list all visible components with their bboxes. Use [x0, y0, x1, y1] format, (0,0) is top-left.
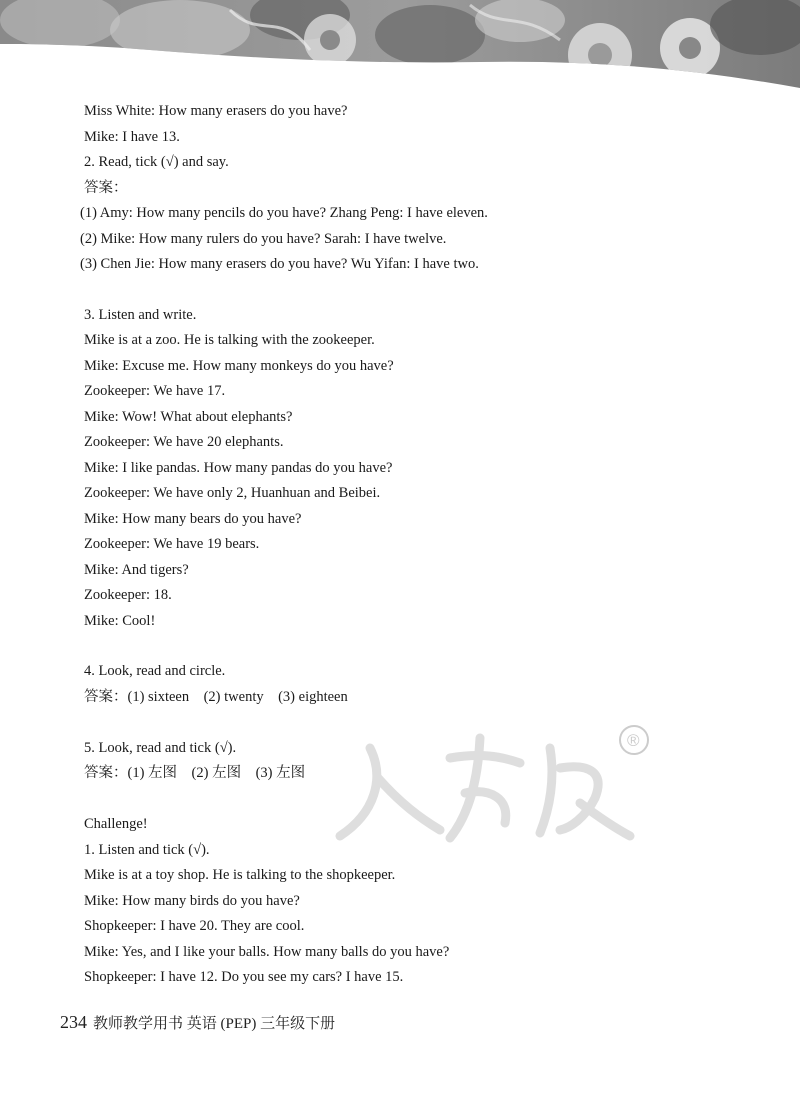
dialogue-line: Miss White: How many erasers do you have? — [84, 103, 348, 119]
answer-item: 答案：(1) 左图 (2) 左图 (3) 左图 — [84, 765, 306, 781]
answer-item: (3) Chen Jie: How many erasers do you have? Wu Yifan: I have two. — [80, 256, 479, 272]
answer-item: (2) Mike: How many rulers do you have? Sarah: I have twelve. — [80, 231, 447, 247]
scene-description: Mike is at a toy shop. He is talking to the shopkeeper. — [84, 867, 396, 883]
dialogue-line: Zookeeper: 18. — [84, 587, 172, 603]
dialogue-line: Mike: How many bears do you have? — [84, 511, 302, 527]
scene-description: Mike is at a zoo. He is talking with the zookeeper. — [84, 332, 375, 348]
dialogue-line: Zookeeper: We have 17. — [84, 383, 226, 399]
exercise-heading: 4. Look, read and circle. — [84, 663, 226, 679]
dialogue-line: Mike: Wow! What about elephants? — [84, 409, 293, 425]
page-number: 234 — [60, 1012, 87, 1032]
exercise-heading: 3. Listen and write. — [84, 307, 197, 323]
dialogue-line: Mike: And tigers? — [84, 562, 189, 578]
publisher-watermark — [330, 718, 660, 848]
floral-banner-graphic — [0, 0, 800, 95]
dialogue-line: Mike: How many birds do you have? — [84, 893, 300, 909]
exercise-heading: 2. Read, tick (√) and say. — [84, 154, 229, 170]
dialogue-line: Zookeeper: We have 19 bears. — [84, 536, 260, 552]
watermark-calligraphy — [330, 718, 660, 848]
section-heading: Challenge! — [84, 816, 148, 832]
dialogue-line: Mike: I like pandas. How many pandas do you have? — [84, 460, 393, 476]
dialogue-line: Zookeeper: We have only 2, Huanhuan and Beibei. — [84, 485, 381, 501]
page-footer — [60, 1012, 335, 1033]
book-title: 教师教学用书 英语 (PEP) 三年级下册 — [93, 1016, 336, 1032]
answer-label: 答案： — [84, 180, 128, 196]
dialogue-line: Shopkeeper: I have 20. They are cool. — [84, 918, 305, 934]
dialogue-line: Mike: Cool! — [84, 613, 156, 629]
dialogue-line: Mike: Excuse me. How many monkeys do you have? — [84, 358, 394, 374]
dialogue-line: Mike: I have 13. — [84, 129, 180, 145]
decorative-floral-banner — [0, 0, 800, 95]
answer-item: 答案：(1) sixteen (2) twenty (3) eighteen — [84, 689, 348, 705]
answer-item: (1) Amy: How many pencils do you have? Zhang Peng: I have eleven. — [80, 205, 488, 221]
dialogue-line: Zookeeper: We have 20 elephants. — [84, 434, 284, 450]
registered-symbol: ® — [627, 731, 640, 750]
dialogue-line: Mike: Yes, and I like your balls. How many balls do you have? — [84, 944, 450, 960]
dialogue-line: Shopkeeper: I have 12. Do you see my cars? I have 15. — [84, 969, 404, 985]
exercise-heading: 1. Listen and tick (√). — [84, 842, 210, 858]
exercise-heading: 5. Look, read and tick (√). — [84, 740, 237, 756]
